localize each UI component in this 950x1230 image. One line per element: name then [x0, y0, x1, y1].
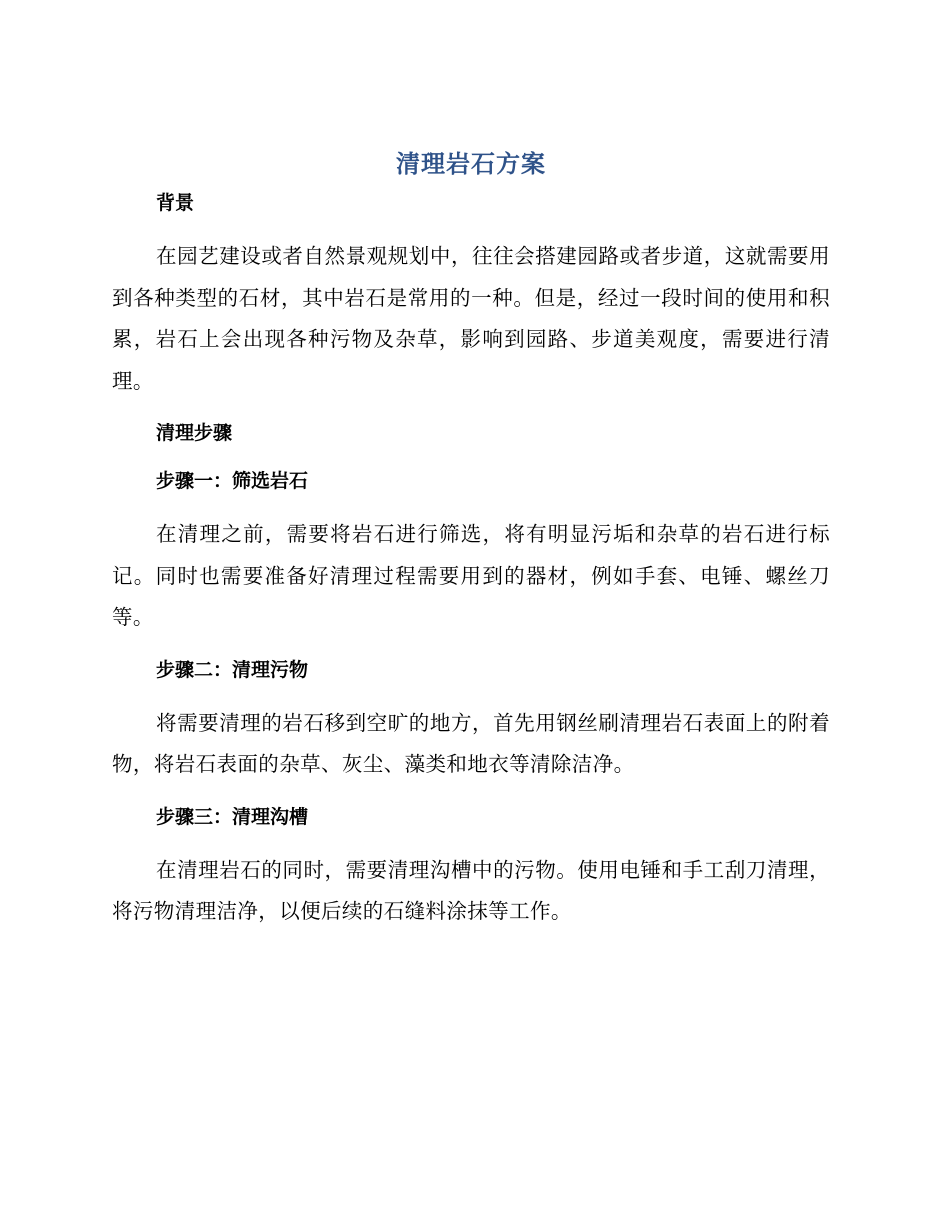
- steps-heading: 清理步骤: [156, 422, 233, 444]
- step2-heading: 步骤二：清理污物: [156, 658, 309, 681]
- step1-heading: 步骤一：筛选岩石: [156, 470, 309, 492]
- document-page: [112, 146, 830, 933]
- step2-paragraph: 将需要清理的岩石移到空旷的地方，首先用钢丝刷清理岩石表面上的附着物，将岩石表面的杂草、灰尘、藻类和地衣等清除洁净。: [112, 710, 830, 776]
- step3-paragraph: 在清理岩石的同时，需要清理沟槽中的污物。使用电锤和手工刮刀清理，将污物清理洁净，以便后续的石缝料涂抹等工作。: [112, 857, 830, 923]
- step3-heading: 步骤三：清理沟槽: [156, 805, 309, 828]
- background-heading: 背景: [156, 192, 195, 214]
- step1-paragraph: 在清理之前，需要将岩石进行筛选，将有明显污垢和杂草的岩石进行标记。同时也需要准备好清理过程需要用到的器材，例如手套、电锤、螺丝刀等。: [112, 522, 830, 629]
- document-title: 清理岩石方案: [396, 150, 546, 178]
- background-paragraph: 在园艺建设或者自然景观规划中，往往会搭建园路或者步道，这就需要用到各种类型的石材，其中岩石是常用的一种。但是，经过一段时间的使用和积累，岩石上会出现各种污物及杂草，影响到园路、步道美观度，需要进行清理。: [112, 244, 830, 393]
